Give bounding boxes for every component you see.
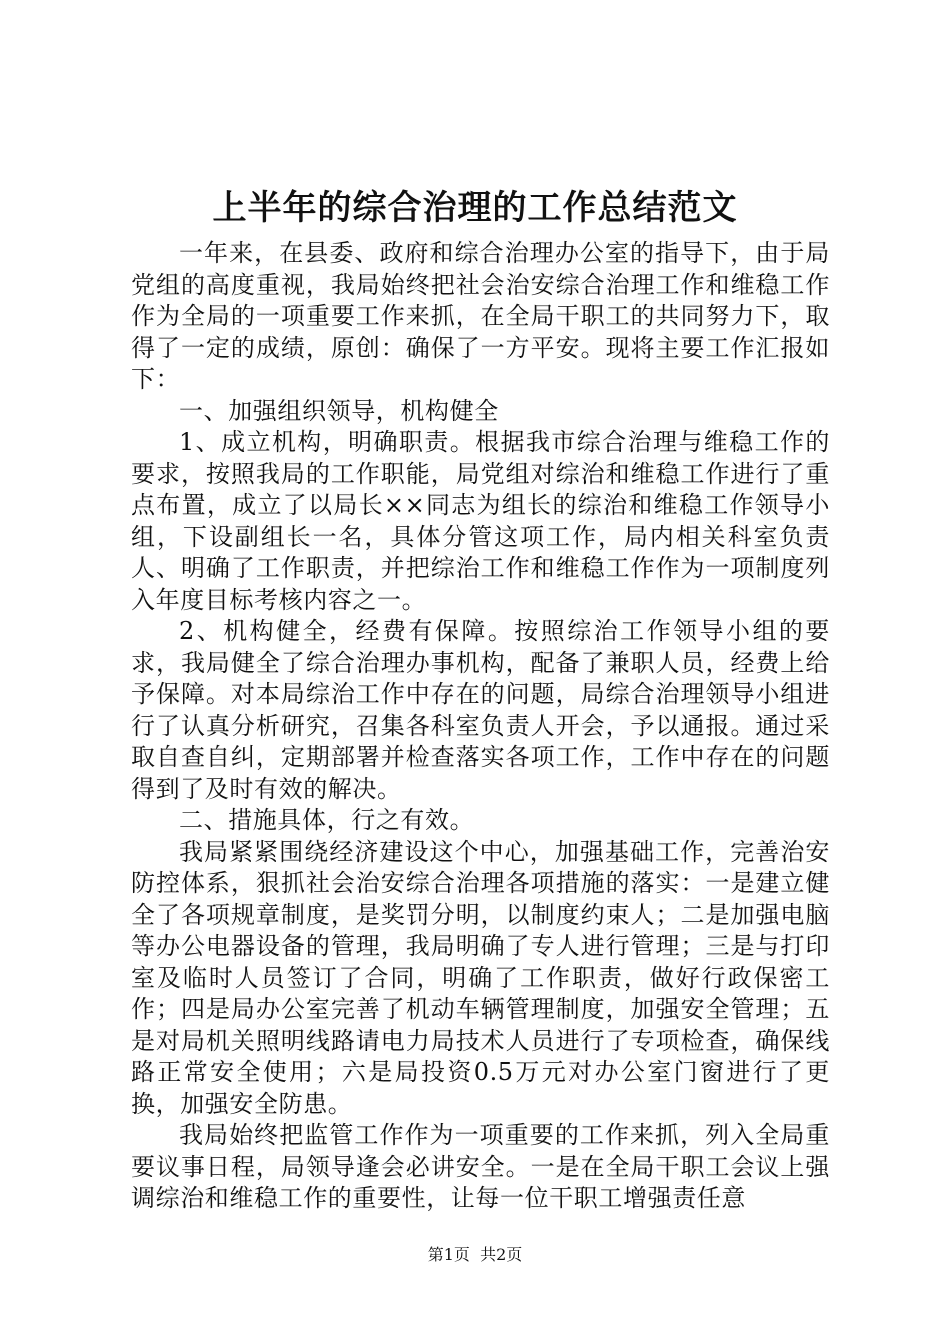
document-body bbox=[131, 238, 830, 1215]
paragraph-item-1: 1、成立机构，明确职责。根据我市综合治理与维稳工作的要求，按照我局的工作职能，局党组对综治和维稳工作进行了重点布置，成立了以局长××同志为组长的综治和维稳工作领导小组，下设副组长一名，具体分管这项工作，局内相关科室负责人、明确了工作职责，并把综治工作和维稳工作作为一项制度列入年度目标考核内容之一。 bbox=[131, 428, 830, 614]
page-number-footer: 第1页 共2页 bbox=[427, 1245, 523, 1264]
heading-section-1: 一、加强组织领导，机构健全 bbox=[179, 396, 499, 425]
paragraph-measures: 我局紧紧围绕经济建设这个中心，加强基础工作，完善治安防控体系，狠抓社会治安综合治理各项措施的落实：一是建立健全了各项规章制度，是奖罚分明，以制度约束人；二是加强电脑等办公电器设备的管理，我局明确了专人进行管理；三是与打印室及临时人员签订了合同，明确了工作职责，做好行政保密工作；四是局办公室完善了机动车辆管理制度，加强安全管理；五是对局机关照明线路请电力局技术人员进行了专项检查，确保线路正常安全使用；六是局投资0.5万元对办公室门窗进行了更换，加强安全防患。 bbox=[131, 837, 830, 1118]
paragraph-intro: 一年来，在县委、政府和综合治理办公室的指导下，由于局党组的高度重视，我局始终把社会治安综合治理工作和维稳工作作为全局的一项重要工作来抓，在全局干职工的共同努力下，取得了一定的成绩，原创：确保了一方平安。现将主要工作汇报如下： bbox=[131, 239, 830, 393]
document-title: 上半年的综合治理的工作总结范文 bbox=[212, 188, 738, 228]
heading-section-2: 二、措施具体，行之有效。 bbox=[179, 806, 475, 834]
paragraph-supervision: 我局始终把监管工作作为一项重要的工作来抓，列入全局重要议事日程，局领导逢会必讲安全。一是在全局干职工会议上强调综治和维稳工作的重要性，让每一位干职工增强责任意 bbox=[131, 1121, 830, 1212]
paragraph-item-2: 2、机构健全，经费有保障。按照综治工作领导小组的要求，我局健全了综合治理办事机构，配备了兼职人员，经费上给予保障。对本局综治工作中存在的问题，局综合治理领导小组进行了认真分析研究，召集各科室负责人开会，予以通报。通过采取自查自纠，定期部署并检查落实各项工作，工作中存在的问题得到了及时有效的解决。 bbox=[131, 617, 830, 803]
